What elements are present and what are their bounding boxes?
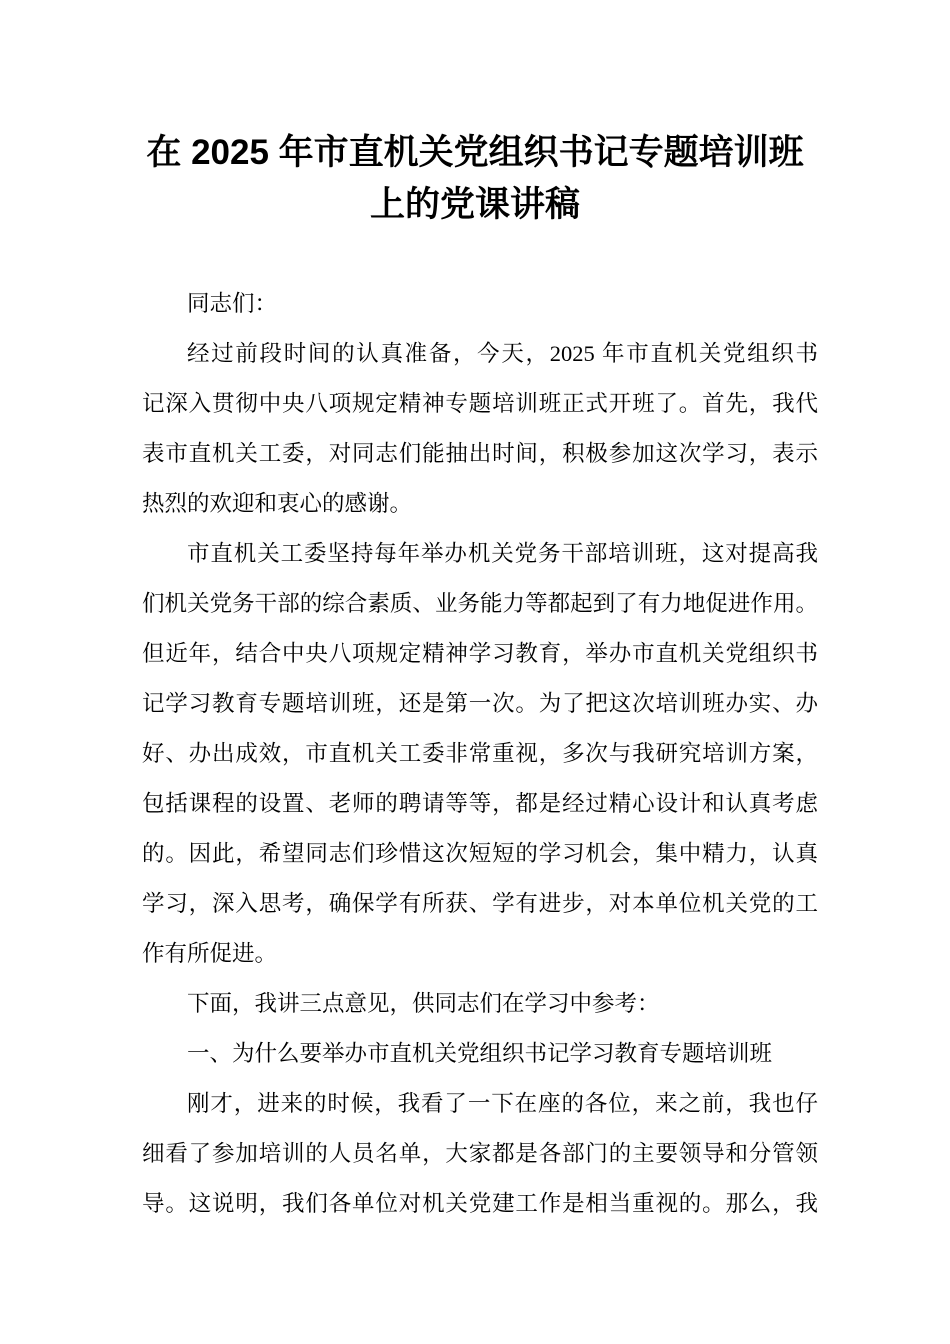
paragraph-line: 作有所促进。	[142, 941, 278, 966]
paragraph-attendees	[142, 1079, 818, 1229]
paragraph-salutation	[142, 279, 818, 329]
paragraph-line: 下面，我讲三点意见，供同志们在学习中参考：	[187, 991, 660, 1016]
paragraph-line: 市直机关工委坚持每年举办机关党务干部培训班，这对提高我	[187, 541, 818, 566]
document-body	[142, 279, 818, 1229]
paragraph-training-significance	[142, 529, 818, 979]
paragraph-line: 表市直机关工委，对同志们能抽出时间，积极参加这次学习，表示	[142, 441, 818, 466]
section-heading-one	[142, 1029, 818, 1079]
paragraph-line: 的。因此，希望同志们珍惜这次短短的学习机会，集中精力，认真	[142, 841, 818, 866]
paragraph-line: 热烈的欢迎和衷心的感谢。	[142, 491, 413, 516]
document-title-line-2: 上的党课讲稿	[369, 185, 580, 224]
paragraph-line: 但近年，结合中央八项规定精神学习教育，举办市直机关党组织书	[142, 641, 818, 666]
paragraph-line: 好、办出成效，市直机关工委非常重视，多次与我研究培训方案，	[142, 741, 818, 766]
paragraph-line: 记深入贯彻中央八项规定精神专题培训班正式开班了。首先，我代	[142, 391, 818, 416]
document-title	[0, 127, 950, 231]
paragraph-line: 学习，深入思考，确保学有所获、学有进步，对本单位机关党的工	[142, 891, 818, 916]
paragraph-line: 们机关党务干部的综合素质、业务能力等都起到了有力地促进作用。	[142, 591, 818, 616]
paragraph-three-points-intro	[142, 979, 818, 1029]
paragraph-line: 包括课程的设置、老师的聘请等等，都是经过精心设计和认真考虑	[142, 791, 818, 816]
paragraph-line: 记学习教育专题培训班，还是第一次。为了把这次培训班办实、办	[142, 691, 818, 716]
paragraph-line: 导。这说明，我们各单位对机关党建工作是相当重视的。那么，我	[142, 1191, 818, 1216]
heading-line: 一、为什么要举办市直机关党组织书记学习教育专题培训班	[187, 1041, 773, 1066]
paragraph-opening	[142, 329, 818, 529]
paragraph-line: 经过前段时间的认真准备，今天，2025 年市直机关党组织书	[187, 341, 818, 366]
paragraph-line: 刚才，进来的时候，我看了一下在座的各位，来之前，我也仔	[187, 1091, 818, 1116]
document-title-line-1: 在 2025 年市直机关党组织书记专题培训班	[146, 133, 804, 172]
paragraph-line: 细看了参加培训的人员名单，大家都是各部门的主要领导和分管领	[142, 1141, 818, 1166]
paragraph-line: 同志们：	[187, 291, 278, 316]
